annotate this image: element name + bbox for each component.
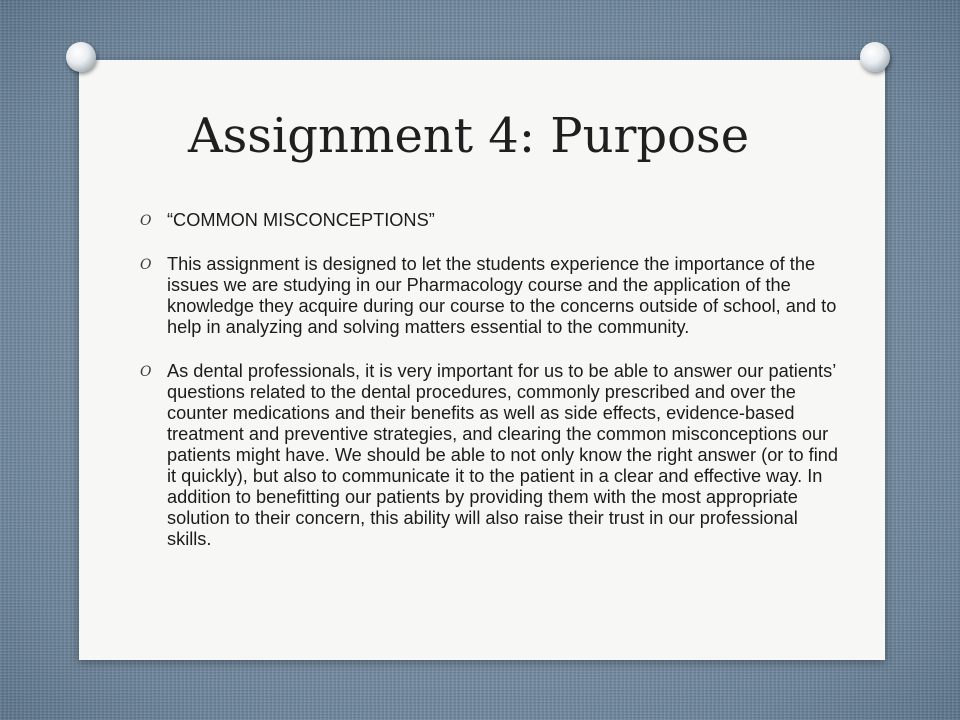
bullet-item-purpose: [140, 254, 840, 338]
bullet-item-heading: [140, 210, 840, 231]
bullet-text: As dental professionals, it is very important for us to be able to answer our patients’ questions related to the dental procedures, commonly prescribed and over the counter medications and their benefits as well as side effects, evidence-based treatment and preventive strategies, and clearing the common misconceptions our patients might have. We should be able to not only know the right answer (or to find it quickly), but also to communicate it to the patient in a clear and effective way. In addition to benefitting our patients by providing them with the most appropriate solution to their concern, this ability will also raise their trust in our professional skills.: [167, 361, 838, 549]
pushpin-icon: [66, 42, 96, 72]
bullet-o-icon: O: [140, 213, 152, 229]
bullet-o-icon: O: [140, 257, 152, 273]
bullet-item-professionals: [140, 361, 840, 550]
bullet-o-icon: O: [140, 364, 152, 380]
bullet-text: This assignment is designed to let the students experience the importance of the issues we are studying in our Pharmacology course and the application of the knowledge they acquire during our course to the concerns outside of school, and to help in analyzing and solving matters essential to the community.: [167, 254, 837, 337]
pushpin-icon: [860, 42, 890, 72]
bullet-text: “COMMON MISCONCEPTIONS”: [167, 210, 435, 230]
bullet-list: [140, 210, 840, 550]
slide-title: Assignment 4: Purpose: [188, 108, 750, 164]
